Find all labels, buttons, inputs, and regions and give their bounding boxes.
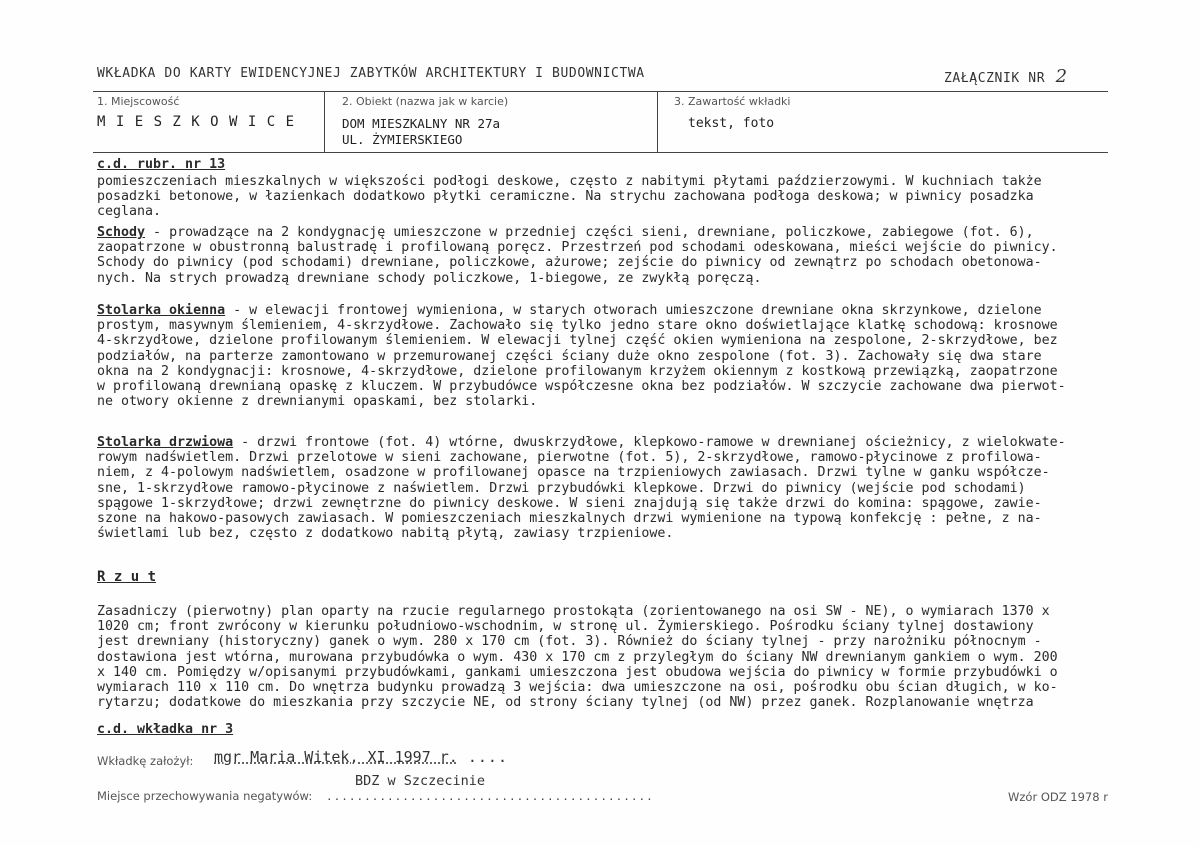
text-line: ceglana.: [97, 204, 162, 220]
text-line: - w elewacji frontowej wymieniona, w starych otworach umieszczone drewniane okna skrzynkowe, dzielone: [225, 303, 1042, 318]
document-title: WKŁADKA DO KARTY EWIDENCYJNEJ ZABYTKÓW ARCHITEKTURY I BUDOWNICTWA: [97, 66, 645, 81]
text-line: 4-skrzydłowe, dzielone profilowanym ślemieniem. W elewacji tylnej część okien wymieniona na zespolone, 2-skrzydłowe, bez: [97, 333, 1058, 349]
text-line: niem, z 4-polowym nadświetlem, osadzone w profilowanej opasce na trzpieniowych zawiasach. Drzwi tylne w ganku współcze-: [97, 465, 1050, 481]
storage-value: BDZ w Szczecinie: [355, 773, 486, 789]
locality-value: M I E S Z K O W I C E: [97, 114, 296, 130]
content-value: tekst, foto: [688, 116, 775, 131]
text-line: Zasadniczy (pierwotny) plan oparty na rzucie regularnego prostokąta (zorientowanego na osi SW - NE), o wymiarach 1370 x: [97, 604, 1050, 619]
annex-number: 2: [1055, 66, 1068, 87]
founder-label: Wkładkę założył:: [97, 754, 194, 768]
founder-name: mgr Maria Witek, XI 1997 r.: [214, 748, 458, 766]
text-line: ne otwory okienne z drewnianymi opaskami, bez stolarki.: [97, 394, 538, 410]
text-line: pomieszczeniach mieszkalnych w większości podłogi deskowe, często z nabitymi płytami paździerzowymi. W kuchniach także: [97, 174, 1042, 189]
locality-label: 1. Miejscowość: [97, 95, 180, 108]
continuation-heading: c.d. rubr. nr 13: [97, 157, 226, 172]
plan-heading: R z u t: [97, 569, 157, 585]
plan-section: [97, 604, 1127, 710]
annex-label-text: ZAŁĄCZNIK NR: [944, 71, 1046, 86]
continued-note: c.d. wkładka nr 3: [97, 722, 234, 737]
doors-section: [97, 435, 1127, 541]
text-line: posadzki betonowe, w łazienkach dodatkowo płytki ceramiczne. Na strychu zachowana podłoga deskowa; w piwnicy posadzka: [97, 189, 1034, 205]
stairs-section: [97, 225, 1127, 286]
text-line: spągowe 1-skrzydłowe; drzwi zewnętrzne do piwnicy deskowe. W sieni znajdują się także drzwi do komina: spągowe, zawie-: [97, 495, 1042, 511]
text-line: dostawiona jest wtórna, murowana przybudówka o wym. 430 x 170 cm z przyległym do ściany NW drewnianym gankiem o wym. 200: [97, 649, 1058, 665]
doors-heading: Stolarka drzwiowa: [97, 435, 234, 450]
text-line: x 140 cm. Pomiędzy w/opisanymi przybudówkami, gankami umieszczona jest obudowa wejścia do piwnicy w formie przybudówki o: [97, 664, 1058, 680]
text-line: - prowadzące na 2 kondygnację umieszczone w przedniej części sieni, drewniane, policzkowe, zabiegowe (fot. 6),: [145, 225, 1034, 240]
object-value-line1: DOM MIESZKALNY NR 27a: [342, 116, 501, 131]
text-line: okna na 2 kondygnacji: krosnowe, 4-skrzydłowe, dzielone profilowanym krzyżem okiennym z kostkową przewiązką, zaopatrzone: [97, 363, 1058, 379]
text-line: szone na hakowo-pasowych zawiasach. W pomieszczeniach mieszkalnych drzwi wymienione na typową konfekcję : pełne, z na-: [97, 511, 1042, 527]
text-line: 1020 cm; front zwrócony w kierunku południowo-wschodnim, w stronę ul. Żymierskiego. Pośrodku ściany tylnej dostawiony: [97, 619, 1034, 635]
annex-label: [944, 66, 1068, 87]
object-label: 2. Obiekt (nazwa jak w karcie): [342, 95, 509, 108]
founder-dots: ....: [457, 748, 508, 766]
storage-label: Miejsce przechowywania negatywów:: [97, 789, 313, 803]
continuation-text: [97, 174, 1127, 220]
text-line: zaopatrzone w obustronną balustradę i profilowaną poręcz. Przestrzeń pod schodami odeskowana, mieści wejście do piwnicy.: [97, 240, 1058, 256]
text-line: w profilowaną drewnianą opaskę z kluczem. W przybudówce współczesne okna bez podziałów. W szczycie zachowane dwa pierwot-: [97, 379, 1066, 395]
text-line: podziałów, na parterze zamontowano w przemurowanej części ściany duże okno zespolone (fot. 3). Zachowały się dwa stare: [97, 348, 1042, 364]
text-line: świetlami lub bez, często z dodatkowo nabitą płytą, zawiasy trzpieniowe.: [97, 526, 674, 542]
text-line: rytarzu; dodatkowe do mieszkania przy szczycie NE, od strony ściany tylnej (od NW) przez ganek. Rozplanowanie wnętrza: [97, 695, 1034, 711]
text-line: prostym, masywnym ślemieniem, 4-skrzydłowe. Zachowało się tylko jedno stare okno doświetlające klatkę schodową: krosnowe: [97, 318, 1058, 334]
fields-rule: [93, 152, 1108, 153]
text-line: sne, 1-skrzydłowe ramowo-płycinowe z naświetlem. Drzwi przybudówki klepkowe. Drzwi do piwnicy (wejście pod schodami): [97, 480, 1026, 496]
field-divider-2: [657, 92, 658, 152]
text-line: nych. Na strych prowadzą drewniane schody policzkowe, 1-biegowe, ze zwykłą poręczą.: [97, 270, 762, 286]
windows-heading: Stolarka okienna: [97, 303, 226, 318]
stairs-heading: Schody: [97, 225, 146, 240]
founder-value: [214, 748, 508, 766]
text-line: - drzwi frontowe (fot. 4) wtórne, dwuskrzydłowe, klepkowo-ramowe w drewnianej ościeżnicy, z wielokwate-: [233, 435, 1066, 450]
text-line: jest drewniany (historyczny) ganek o wym. 280 x 170 cm (fot. 3). Również do ściany tylnej - przy narożniku północnym -: [97, 634, 1042, 650]
windows-section: [97, 303, 1127, 409]
object-value-line2: UL. ŻYMIERSKIEGO: [342, 132, 463, 147]
header-rule: [93, 91, 1108, 92]
storage-dots: ...........................................: [326, 790, 654, 803]
text-line: Schody do piwnicy (pod schodami) drewniane, policzkowe, ażurowe; zejście do piwnicy od zewnątrz po schodach obetonowa-: [97, 255, 1042, 271]
text-line: rowym nadświetlem. Drzwi przelotowe w sieni zachowane, pierwotne (fot. 5), 2-skrzydłowe, ramowo-płycinowe z profilowa-: [97, 450, 1042, 466]
form-label: Wzór ODZ 1978 r: [1008, 790, 1108, 804]
field-divider-1: [324, 92, 325, 152]
content-label: 3. Zawartość wkładki: [674, 95, 791, 108]
text-line: wymiarach 110 x 110 cm. Do wnętrza budynku prowadzą 3 wejścia: dwa umieszczone na osi, pośrodku obu ścian długich, w ko-: [97, 680, 1058, 696]
